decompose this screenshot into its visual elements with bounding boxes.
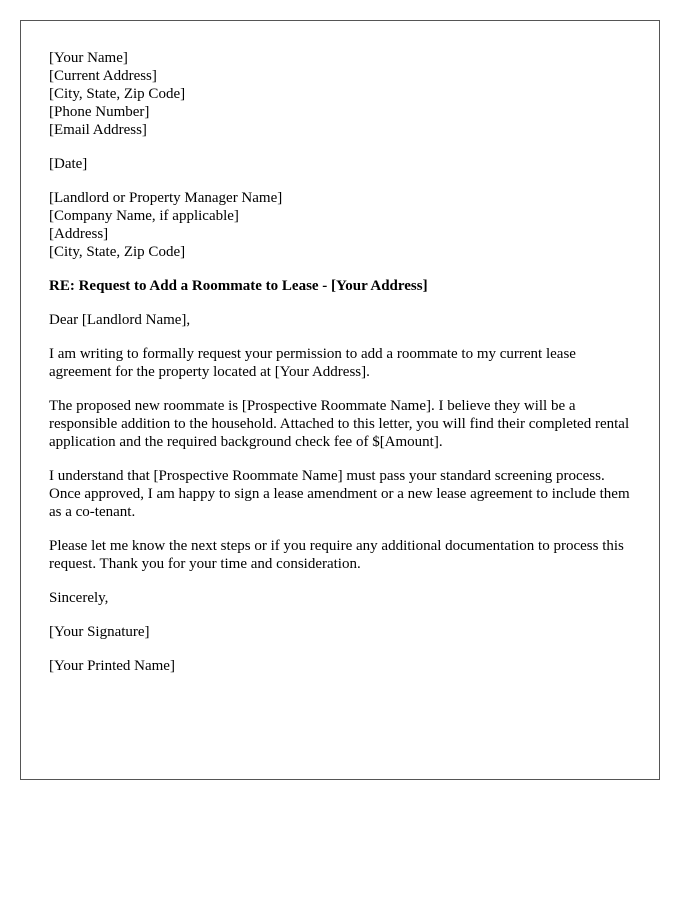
closing: Sincerely, [49,590,109,606]
sender-email: [Email Address] [49,122,147,138]
recipient-address: [Address] [49,226,109,242]
letter-date: [Date] [49,156,88,172]
body-paragraph-4: Please let me know the next steps or if you require any additional documentation to process this request. Thank you for your time and consideration. [49,538,624,572]
date-block [49,155,639,173]
recipient-company: [Company Name, if applicable] [49,208,239,224]
subject-line: RE: Request to Add a Roommate to Lease - [Your Address] [49,278,428,294]
recipient-name: [Landlord or Property Manager Name] [49,190,283,206]
recipient-block [49,189,639,261]
sender-phone: [Phone Number] [49,104,150,120]
printed-name: [Your Printed Name] [49,658,175,674]
body-paragraph-2: The proposed new roommate is [Prospective Roommate Name]. I believe they will be a responsible addition to the household. Attached to this letter, you will find their completed rental application and the required background check fee of $[Amount]. [49,398,630,450]
letter-page [20,20,660,780]
sender-address: [Current Address] [49,68,157,84]
sender-name: [Your Name] [49,50,128,66]
body-paragraph-3: I understand that [Prospective Roommate Name] must pass your standard screening process. Once approved, I am happy to sign a lease amendment or a new lease agreement to include them as a co-tenant. [49,468,630,520]
body-paragraph-1: I am writing to formally request your permission to add a roommate to my current lease agreement for the property located at [Your Address]. [49,346,576,380]
sender-block [49,49,639,139]
recipient-city-state-zip: [City, State, Zip Code] [49,244,186,260]
signature: [Your Signature] [49,624,150,640]
letter-content [49,49,639,691]
sender-city-state-zip: [City, State, Zip Code] [49,86,186,102]
salutation: Dear [Landlord Name], [49,312,191,328]
